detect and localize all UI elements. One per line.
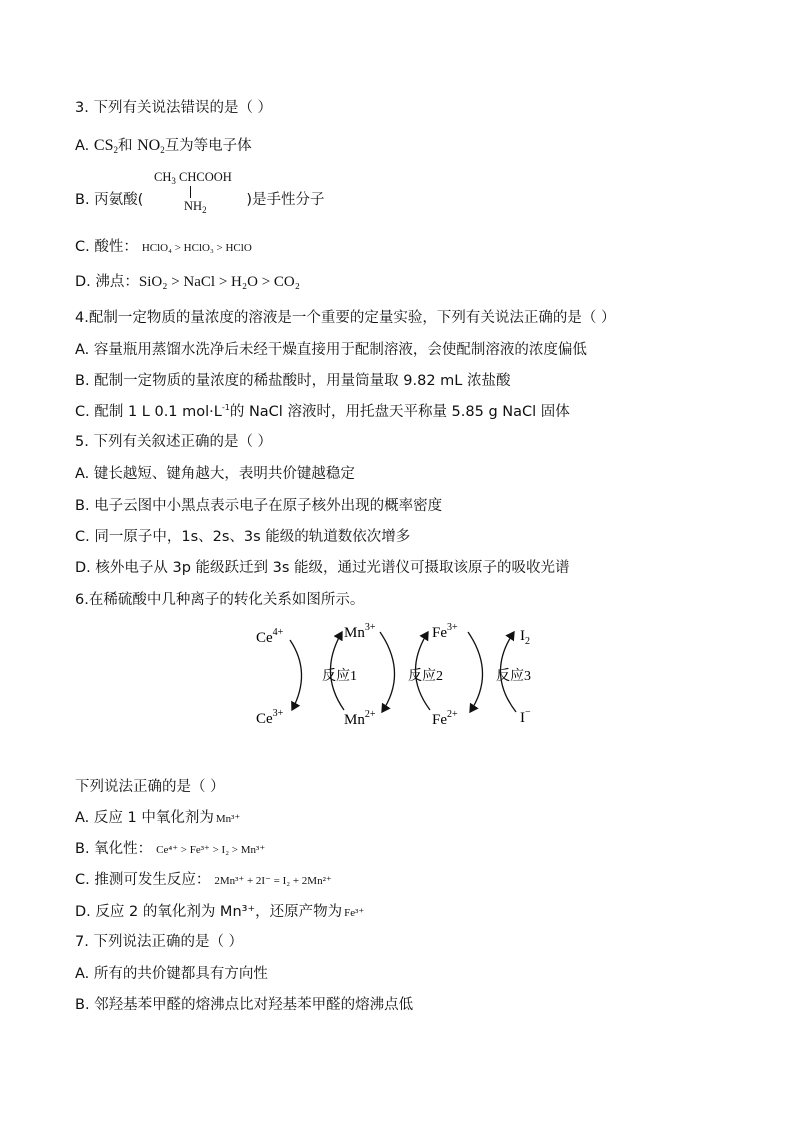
reaction-3-label: 反应3: [496, 669, 531, 684]
q6-option-c: C. 推测可发生反应： 2Mn³⁺ + 2I⁻ = I₂ + 2Mn²⁺: [75, 872, 332, 888]
q3-option-c: C. 酸性： HClO₄ > HClO₃ > HClO: [75, 239, 252, 255]
ion-mn2: $Mn^{2+}$: [344, 709, 376, 728]
arc-mn3-to-mn2: [380, 632, 395, 712]
q3-option-b: B. 丙氨酸( )是手性分子: [75, 192, 325, 208]
q7-stem: 7. 下列说法正确的是（ ）: [75, 934, 244, 950]
q5-option-b: B. 电子云图中小黑点表示电子在原子核外出现的概率密度: [75, 498, 443, 514]
q5-stem: 5. 下列有关叙述正确的是（ ）: [75, 434, 273, 450]
q6-option-a: A. 反应 1 中氧化剂为 Mn³⁺: [75, 810, 241, 826]
ion-iodide: I−: [520, 707, 531, 726]
alanine-structure-top: $CH_3$ CHCOOH: [154, 170, 232, 186]
q6-prompt: 下列说法正确的是（ ）: [75, 779, 225, 795]
ion-ce3: $Ce^{3+}$: [256, 708, 284, 727]
molecule-i2: $I_2$: [520, 628, 530, 647]
q4-stem: 4.配制一定物质的量浓度的溶液是一个重要的定量实验，下列有关说法正确的是（ ）: [75, 310, 616, 326]
alanine-structure-bottom: $NH_2$: [184, 199, 207, 215]
q5-option-a: A. 键长越短、键角越大，表明共价键越稳定: [75, 466, 355, 482]
q4-option-a: A. 容量瓶用蒸馏水洗净后未经干燥直接用于配制溶液，会使配制溶液的浓度偏低: [75, 342, 587, 358]
q3-stem: 3. 下列有关说法错误的是（ ）: [75, 100, 273, 116]
q5-option-c: C. 同一原子中，1s、2s、3s 能级的轨道数依次增多: [75, 529, 411, 545]
alanine-bond-line: [190, 186, 191, 198]
q3-option-a: A. $CS_2$和 $NO_2$互为等电子体: [75, 137, 252, 155]
ion-fe3: $Fe^{3+}$: [432, 622, 458, 641]
q5-option-d: D. 核外电子从 3p 能级跃迁到 3s 能级，通过光谱仪可摄取该原子的吸收光谱: [75, 560, 570, 576]
arc-fe3-to-fe2: [468, 632, 483, 712]
reaction-2-label: 反应2: [408, 669, 443, 684]
q7-option-a: A. 所有的共价键都具有方向性: [75, 966, 268, 982]
q6-stem: 6.在稀硫酸中几种离子的转化关系如图所示。: [75, 592, 365, 608]
ion-fe2: $Fe^{2+}$: [432, 709, 458, 728]
ion-mn3: $Mn^{3+}$: [344, 622, 376, 641]
q6-option-d: D. 反应 2 的氧化剂为 Mn³⁺，还原产物为 Fe³⁺: [75, 904, 365, 920]
ion-conversion-diagram: [250, 618, 550, 733]
q7-option-b: B. 邻羟基苯甲醛的熔沸点比对羟基苯甲醛的熔沸点低: [75, 997, 414, 1013]
reaction-1-label: 反应1: [322, 669, 357, 684]
q3-option-d: D. 沸点：SiO₂ > NaCl > H₂O > CO₂: [75, 274, 300, 290]
q4-option-c: C. 配制 1 L 0.1 $mol\cdot L^{-1}$的 NaCl 溶液时，用托盘天平称量 5.85 g NaCl 固体: [75, 403, 570, 420]
ion-ce4: $Ce^{4+}$: [256, 627, 284, 646]
arc-ce4-to-ce3: [290, 640, 302, 710]
q4-option-b: B. 配制一定物质的量浓度的稀盐酸时，用量筒量取 9.82 mL 浓盐酸: [75, 373, 511, 389]
q6-option-b: B. 氧化性： Ce⁴⁺ > Fe³⁺ > I₂ > Mn³⁺: [75, 841, 266, 857]
